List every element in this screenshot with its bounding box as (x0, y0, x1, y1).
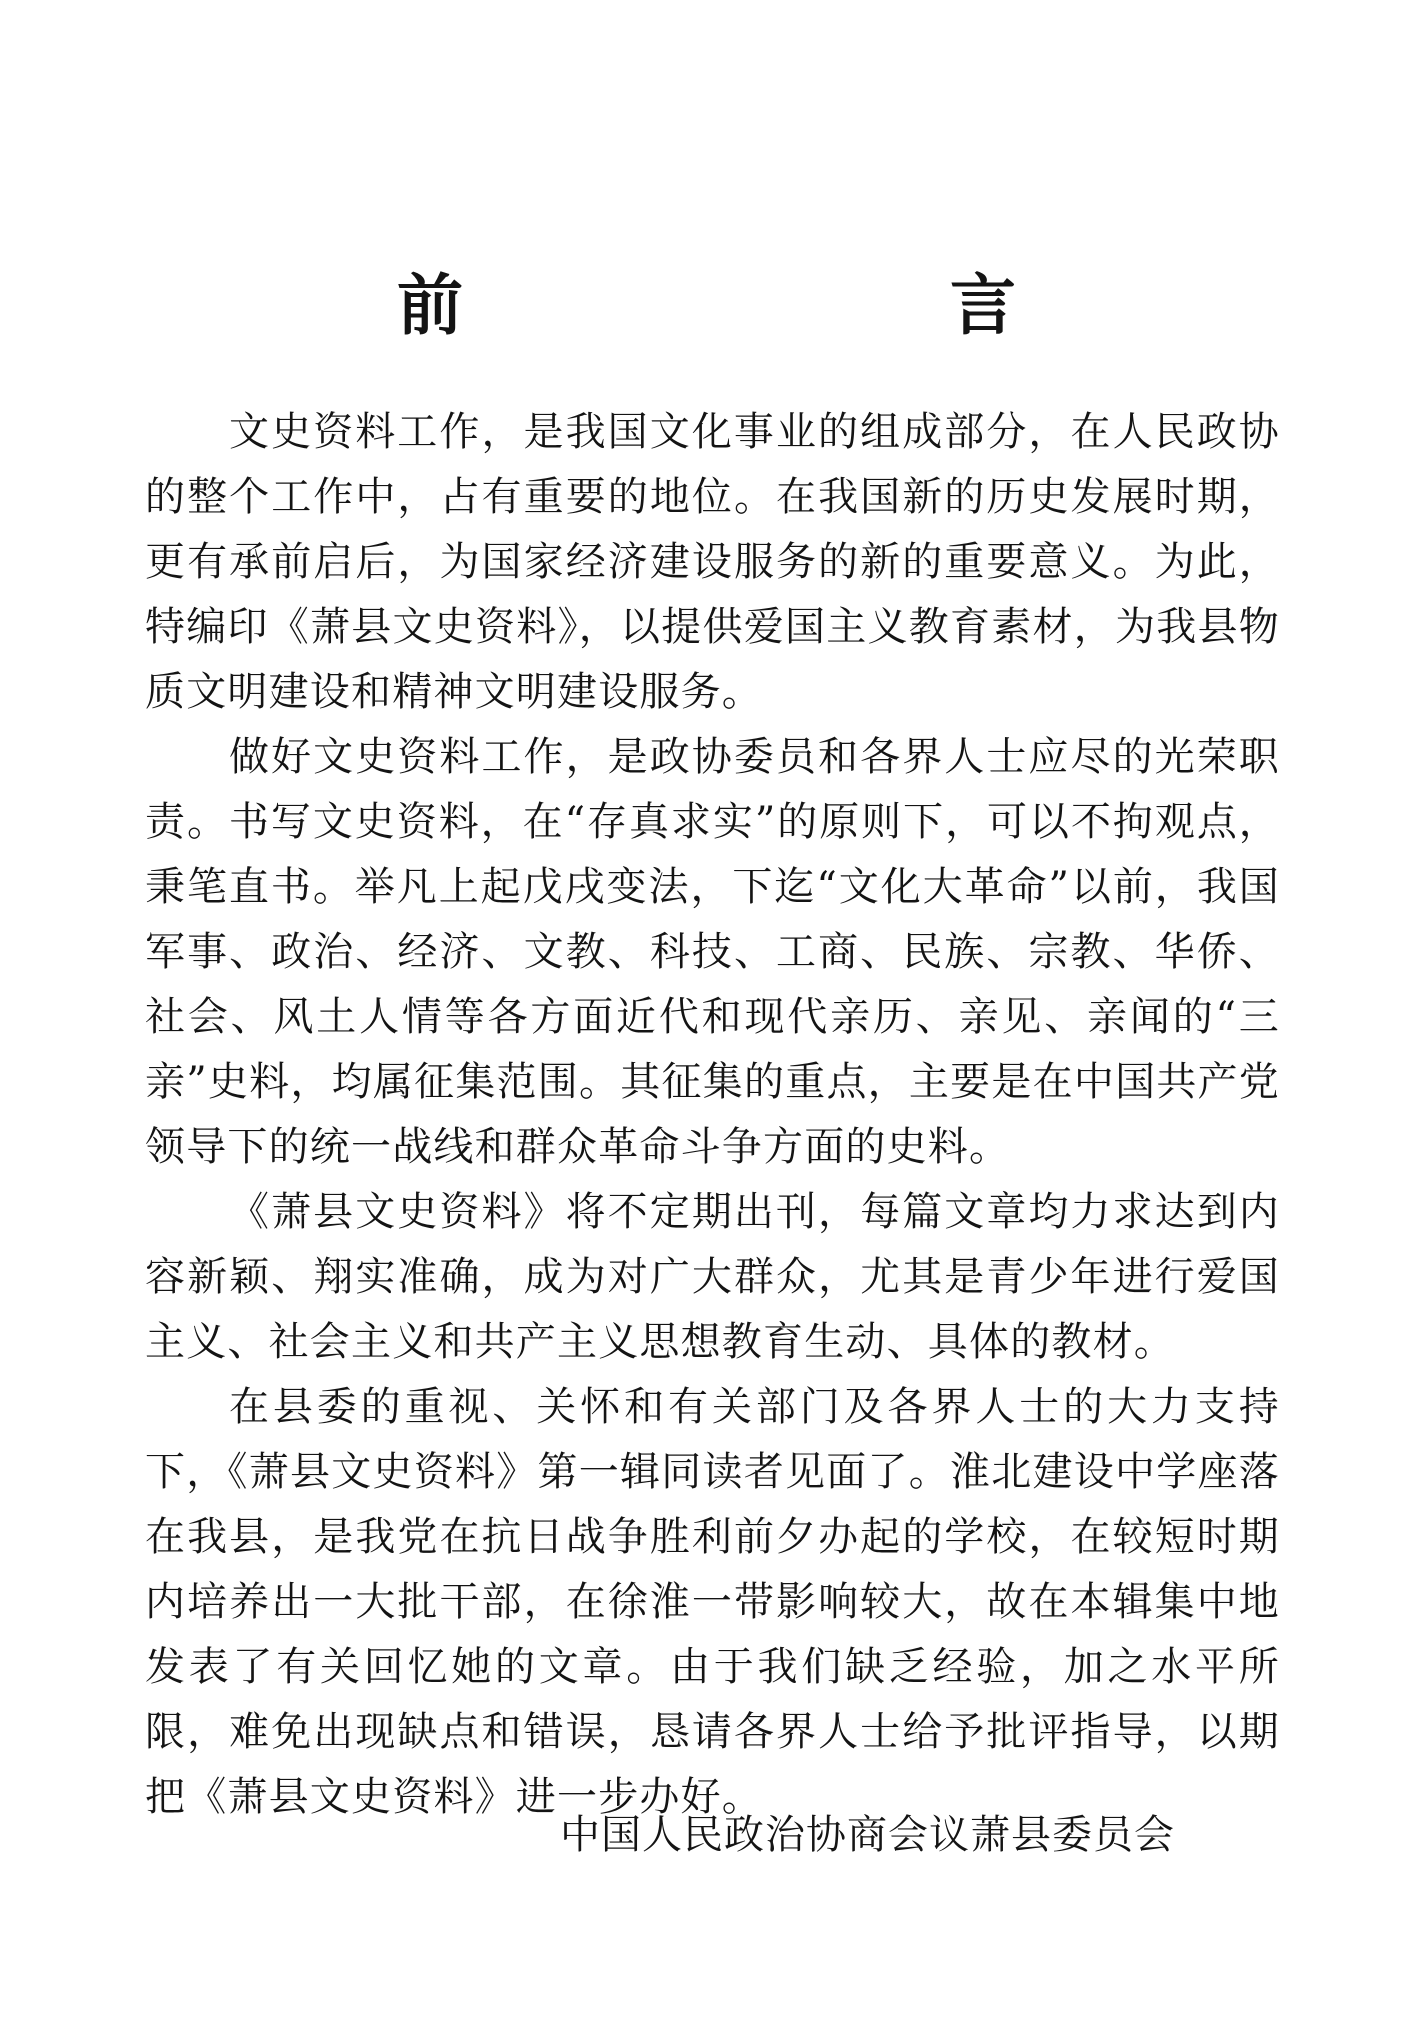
paragraph-4: 在县委的重视、关怀和有关部门及各界人士的大力支持下，《萧县文史资料》第一辑同读者见面了。淮北建设中学座落在我县，是我党在抗日战争胜利前夕办起的学校，在较短时期内培养出一大批干部，在徐淮一带影响较大，故在本辑集中地发表了有关回忆她的文章。由于我们缺乏经验，加之水平所限，难免出现缺点和错误，恳请各界人士给予批评指导，以期把《萧县文史资料》进一步办好。 (145, 1384, 1280, 1820)
paragraph-1: 文史资料工作，是我国文化事业的组成部分，在人民政协的整个工作中，占有重要的地位。在我国新的历史发展时期，更有承前启后，为国家经济建设服务的新的重要意义。为此，特编印《萧县文史资料》，以提供爱国主义教育素材，为我县物质文明建设和精神文明建设服务。 (145, 409, 1280, 715)
preface-body (145, 400, 1280, 1830)
paragraph-3: 《萧县文史资料》将不定期出刊，每篇文章均力求达到内容新颖、翔实准确，成为对广大群众，尤其是青少年进行爱国主义、社会主义和共产主义思想教育生动、具体的教材。 (145, 1189, 1280, 1365)
paragraph-2: 做好文史资料工作，是政协委员和各界人士应尽的光荣职责。书写文史资料，在“存真求实”的原则下，可以不拘观点，秉笔直书。举凡上起戊戌变法，下迄“文化大革命”以前，我国军事、政治、经济、文教、科技、工商、民族、宗教、华侨、社会、风土人情等各方面近代和现代亲历、亲见、亲闻的“三亲”史料，均属征集范围。其征集的重点，主要是在中国共产党领导下的统一战线和群众革命斗争方面的史料。 (145, 734, 1280, 1170)
page-title: 前 言 (397, 266, 1248, 345)
signature: 中国人民政治协商会议萧县委员会 (560, 1812, 1175, 1858)
